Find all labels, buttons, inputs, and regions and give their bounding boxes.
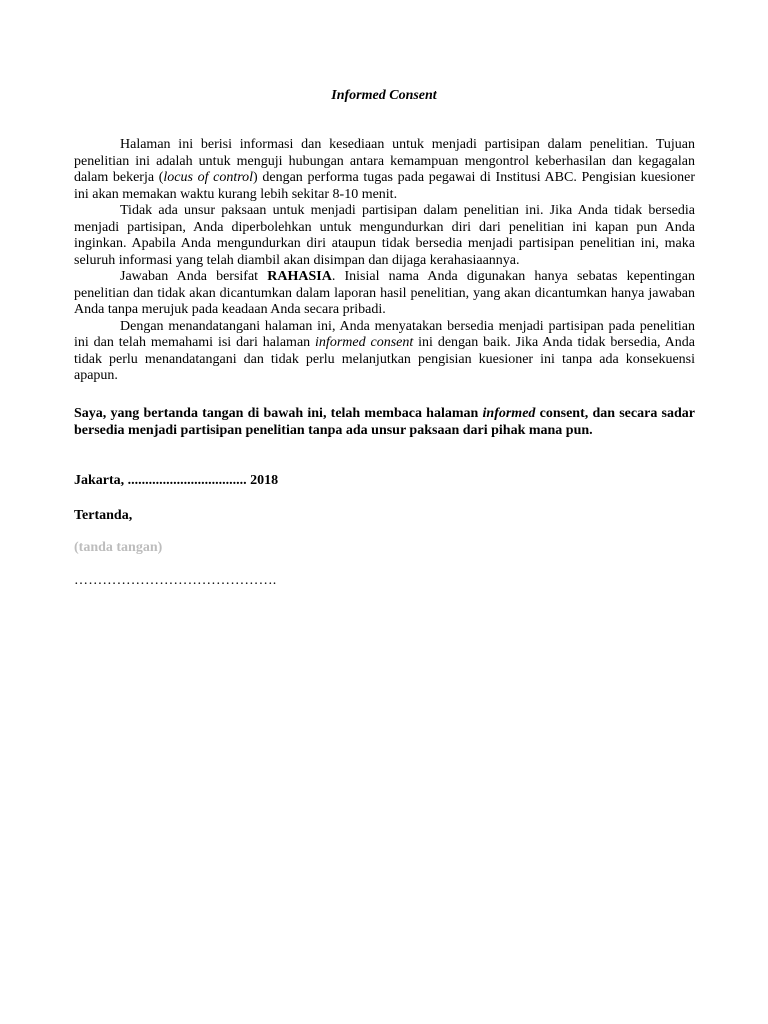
- place-date-line: Jakarta, .................................. 2018: [74, 473, 279, 488]
- paragraph-purpose: [74, 137, 695, 203]
- paragraph-agreement-text-b: ini dengan baik. Jika Anda tidak bersedia, Anda tidak perlu menandatangani dan tidak perlu melanjutkan pengisian kuesioner ini tanpa ada konsekuensi apapun.: [74, 335, 695, 383]
- paragraph-purpose-term: locus of control: [163, 170, 254, 185]
- document-body: [74, 137, 695, 385]
- document-title: Informed Consent: [331, 88, 437, 103]
- signature-line: …………………………………….: [74, 573, 277, 588]
- paragraph-purpose-text-b: ) dengan performa tugas pada pegawai di Institusi ABC. Pengisian kuesioner ini akan memakan waktu kurang lebih sekitar 8-10 menit.: [74, 170, 695, 202]
- consent-statement: [74, 405, 695, 439]
- consent-statement-text-b: consent, dan secara sadar bersedia menjadi partisipan penelitian tanpa ada unsur paksaan dari pihak mana pun.: [74, 406, 695, 438]
- paragraph-purpose-text-a: Halaman ini berisi informasi dan kesediaan untuk menjadi partisipan dalam penelitian. Tujuan penelitian ini adalah untuk menguji hubungan antara kemampuan mengontrol keberhasilan dan kegagalan dalam bekerja (: [74, 137, 695, 185]
- paragraph-confidential-text-b: . Inisial nama Anda digunakan hanya sebatas kepentingan penelitian dan tidak akan dicantumkan dalam laporan hasil penelitian, yang akan dicantumkan hanya jawaban Anda tanpa merujuk pada keadaan Anda secara pribadi.: [74, 269, 695, 317]
- consent-statement-term: informed: [482, 406, 536, 421]
- paragraph-confidential-keyword: RAHASIA: [267, 269, 332, 284]
- paragraph-confidential-text-a: Jawaban Anda bersifat: [120, 269, 268, 284]
- paragraph-agreement-text-a: Dengan menandatangani halaman ini, Anda menyatakan bersedia menjadi partisipan pada penelitian ini dan telah memahami isi dari halaman: [74, 318, 695, 350]
- signature-placeholder: (tanda tangan): [74, 540, 163, 555]
- paragraph-agreement: [74, 319, 695, 385]
- paragraph-voluntary: Tidak ada unsur paksaan untuk menjadi partisipan dalam penelitian ini. Jika Anda tidak bersedia menjadi partisipan, Anda diperbolehkan untuk mengundurkan diri dari penelitian ini kapan pun Anda inginkan. Apabila Anda mengundurkan diri ataupun tidak bersedia menjadi partisipan penelitian ini, maka seluruh informasi yang telah diambil akan disimpan dan dijaga kerahasiaannya.: [74, 203, 695, 268]
- signed-label: Tertanda,: [74, 508, 133, 523]
- paragraph-agreement-term: informed consent: [315, 335, 414, 350]
- consent-statement-text-a: Saya, yang bertanda tangan di bawah ini, telah membaca halaman: [74, 406, 483, 421]
- paragraph-confidential: [74, 269, 695, 319]
